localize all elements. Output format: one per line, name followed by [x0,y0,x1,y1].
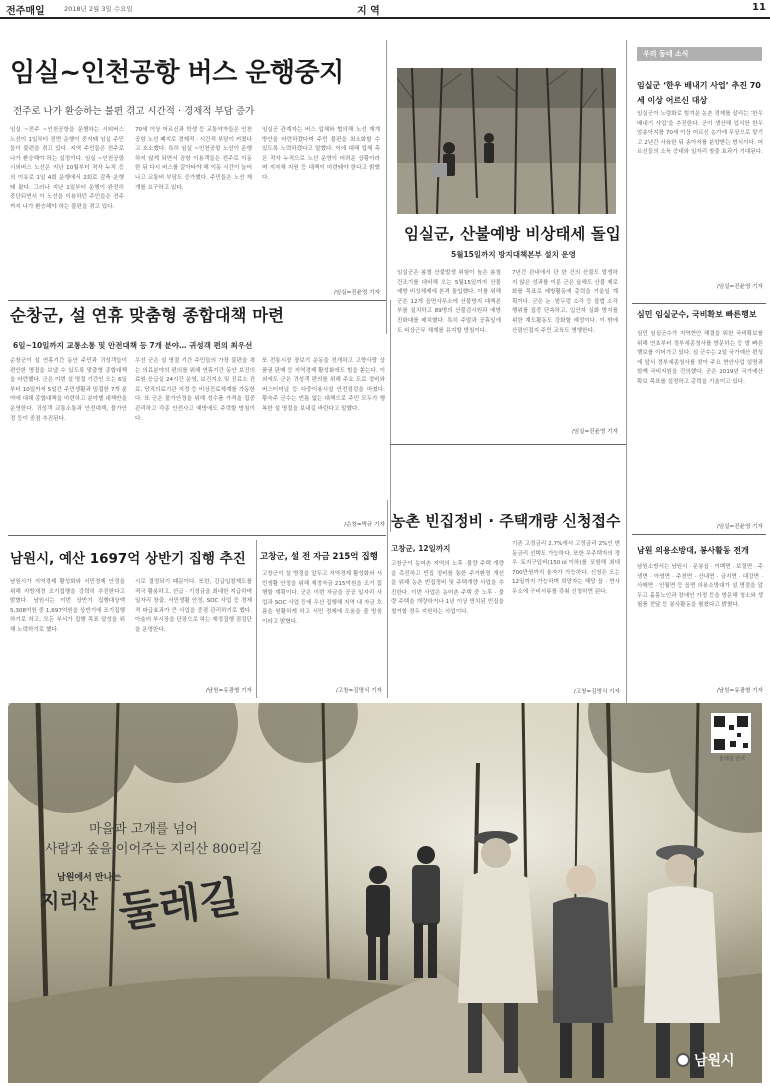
divider [387,500,388,698]
ad-logo-caption: 남원에서 만나는 [57,873,121,883]
divider [256,540,257,698]
brief3-headline: 남원 의용소방대, 봉사활동 전개 [637,546,749,555]
ad-logo-dullegil: 둘레길 [115,871,243,938]
lead-body-col1: 임실 ~전주 ~인천공항을 운행하는 시외버스 노선이 1일부터 전면 운행이 중지돼 임실 주민들이 불편을 겪고 있다. 지역 주민들은 전주로 나가 환승해야 하는 실정이다. 임실 ~인천공항 시외버스 노선은 지난 10월부터 적자 누적 등의 이유로 1일 4회 운행에서 2회로 감축 운행돼 왔다. 그러나 지난 1일부터 운행이 완전히 중단되면서 이 노선을 이용하던 주민들은 전주까지 나가 환승해야 하는 불편을 겪고 있다. [10,127,124,210]
gochang-byline: /고창=김명식 기자 [335,688,382,694]
lead-body-col2: 70세 이상 어르신과 학생 등 교통약자들은 인천공항 노선 폐지로 경제적 · 시간적 부담이 커졌다고 호소했다. 특히 임실 ~인천공항 노선이 운행하지 않게 되면서 공항 이용객들은 전주로 이동한 뒤 다시 버스를 갈아타야 해 이동 시간이 늘어나고 교통비 부담도 증가했다. 주민들은 노선 재개를 요구하고 있다. [135,127,252,191]
gochang-body: 고창군이 설 명절을 앞두고 지역경제 활성화와 서민생활 안정을 위해 재정자금 215억원을 조기 집행할 계획이다. 군은 이번 자금을 공공 일자리 사업과 SOC 사업 등에 우선 집행해 지역 내 자금 흐름을 원활하게 하고 서민 경제에 도움을 줄 방침이라고 밝혔다. [262,571,382,625]
namwon-body-col2: 시로 결정되기 때문이다. 또한, 긴급입찰제도를 적극 활용하고, 선급 · 기성금을 최대한 지급하며 일자리 창출, 서민생활 안정, SOC 사업 등 경제적 파급효과가 큰 사업을 중점 관리하기로 했다. 아울러 부시장을 단장으로 하는 재정집행 점검단을 운영한다. [135,579,252,633]
brief3-byline: /남원=유광형 기자 [716,688,763,694]
lead-headline: 임실~인천공항 버스 운행중지 [10,58,344,88]
namwon-body-col1: 남원시가 지역경제 활성화와 서민경제 안정을 위해 지방재정 조기집행을 강력히 추진한다고 밝혔다. 남원시는 이번 상반기 집행대상액 5,308억원 중 1,697억원을 상반기에 조기집행하기로 하고, 모든 부서가 집행 목표 달성을 위해 노력하기로 했다. [10,579,125,633]
namwon-city-logo [676,1050,735,1070]
fire-subhead: 5월15일까지 방지대책본부 설치 운영 [451,250,576,259]
qr-code-label: 둘레길 안내 [719,756,745,762]
namwon-headline: 남원시, 예산 1697억 상반기 집행 추진 [10,551,246,567]
section-kicker: 우리 동네 소식 [637,47,762,61]
forest-photo [397,68,616,214]
rural-headline: 농촌 빈집정비 · 주택개량 신청접수 [391,512,621,530]
rural-body-col1: 고창군이 농어촌 지역의 노후 ·불량 주택 개량을 촉진하고 빈집 정비를 통한 주거환경 개선을 위해 농촌 빈집정비 및 주택개량 사업을 추진한다. 이번 사업은 농어촌 주택 중 노후 · 불량 주택을 개량하거나 1년 이상 방치된 빈집을 철거할 경우 지원하는 사업이다. [391,561,504,615]
divider [390,444,626,445]
divider [390,300,391,532]
lead-subhead: 전주로 나가 환승하는 불편 겪고 시간적 · 경제적 부담 증가 [13,106,255,117]
sunchang-byline: /순창=박규 기자 [344,522,385,528]
namwon-brand-text: 남원시 [694,1053,735,1069]
divider [386,40,387,334]
gochang-headline: 고창군, 설 전 자금 215억 집행 [260,552,378,562]
header-rule [0,17,770,19]
sunchang-body-col2: 우선 군은 설 명절 기간 주민들의 가장 불편을 겪는 의료분야의 편의를 위해 연휴기간 동안 보건의료원 응급실 24시간 운영, 보건지소 및 진료소 진료, 당직의료기관 지정 등 비상진료체계를 가동한다. 또 군은 물가안정을 위해 성수품 가격을 집중 관리하고 각종 안전사고 예방에도 주력할 방침이다. [135,358,255,422]
sunchang-body-col3: 또 전통시장 장보기 운동을 전개하고 고향사랑 상품권 판매 등 지역경제 활성화에도 힘을 쏟는다. 이외에도 군은 귀성객 편의를 위해 주요 도로 정비와 버스터미널 등 다중이용시설 안전점검을 마쳤다. 황숙주 군수는 빈틈 없는 대책으로 주민 모두가 행복한 설 명절을 보내길 바란다고 말했다. [262,358,385,412]
sunchang-body-col1: 순창군이 설 연휴기간 동안 주민과 귀성객들이 편안한 명절을 보낼 수 있도록 맞춤형 종합대책을 마련했다. 군은 이번 설 명절 기간인 오는 6일부터 10일까지 5일간 주민생활과 밀접한 7개 분야에 대해 종합대책을 마련하고 분야별 대책반을 운영한다. 귀성객 교통소통과 안전대책, 물가안정 등이 중점 추진된다. [10,358,127,422]
brief1-byline: /임실=진윤영 기자 [716,284,763,290]
rural-byline: /고창=김명식 기자 [573,689,620,695]
ad-tagline-2: 사람과 숲을 이어주는 지리산 800리길 [45,842,263,857]
masthead: 전주매일 [6,6,45,17]
ad-tagline-1: 마을과 고개를 넘어 [89,822,198,837]
brief1-body: 임실군이 노령화로 힘겨운 농촌 경제를 살리는 ‘한우 배내기 사업’을 추진한다. 군이 생산해 입식한 한우 암송아지를 70세 이상 어르신 농가에 무상으로 맡기고 2년간 사육한 뒤 송아지를 분양받는 방식이다. 어르신들의 소득 증대와 일자리 창출 효과가 기대된다. [637,111,763,156]
rural-body-col2: 기존 고정금리 2.7%에서 고정금리 2%인 변동금리 선택도 가능하다. 또한 무주택자의 경우 토지구입비(150㎡이하)를 포함해 최대 700만원까지 융자가 가능하다. 신청은 오는 12일까지 가능하며 희망자는 해당 읍 · 면사무소에 구비서류를 갖춰 신청하면 된다. [512,541,620,595]
brief2-byline: /임실=진윤영 기자 [716,524,763,530]
fire-body-col2: 7년간 관내에서 단 한 건의 산불도 발생하지 않은 성과를 이룬 군은 올해도 산불 제로화를 목표로 예방활동에 총력을 기울일 계획이다. 군은 논 ·밭두렁 소각 등 불법 소각행위를 집중 단속하고, 입산자 실화 방지를 위한 계도활동도 강화할 예정이다. 이 밖에 산림인접지 주민 교육도 병행한다. [512,270,618,334]
brief2-headline: 심민 임실군수, 국비확보 빠른행보 [637,310,757,319]
fire-headline: 임실군, 산불예방 비상태세 돌입 [404,225,621,243]
brief1-headline: 임실군 ‘한우 배내기 사업’ 추진 70세 이상 어르신 대상 [637,81,761,105]
namwon-byline: /남원=유광형 기자 [205,688,252,694]
lead-byline: /임실=진윤영 기자 [333,290,380,296]
namwon-emblem-icon [676,1053,690,1067]
sunchang-headline: 순창군, 설 연휴 맞춤형 종합대책 마련 [10,306,285,325]
section-name: 지 역 [357,6,380,17]
divider [8,535,386,536]
rural-subhead: 고창군, 12일까지 [391,544,451,553]
sunchang-subhead: 6일~10일까지 교통소통 및 안전대책 등 7개 분야… 귀성객 편의 최우선 [13,341,253,350]
issue-date: 2018년 2월 3일 수요일 [64,5,133,13]
divider [8,300,386,301]
divider [632,534,766,535]
brief3-body: 남원소방서는 남원시 · 운봉읍 · 이백면 · 보절면 · 주생면 · 아영면 · 주천면 · 산내면 · 금지면 · 대강면 · 사매면 · 인월면 등 읍면 의용소방대가 설 명절을 앞두고 홀몸노인과 장애인 가정 등을 방문해 청소와 생필품 전달 등 봉사활동을 펼쳤다고 밝혔다. [637,564,763,609]
fire-body-col1: 임실군은 봄철 산불발생 위험이 높은 봄철 건조기를 대비해 오는 5월15일까지 산불예방 비상체제에 본격 돌입했다. 이를 위해 군은 12개 읍면사무소에 산불방지 대책본부를 설치하고 89명의 산불감시원과 예방진화대를 배치했다. 특히 주말과 공휴일에도 비상근무 체계를 유지할 방침이다. [397,270,501,334]
fire-byline: /임실=진윤영 기자 [571,429,618,435]
ad-logo-jirisan: 지리산 [40,889,98,913]
divider [632,303,766,304]
brief2-body: 심민 임실군수가 지역현안 해결을 위한 국비확보를 위해 연초부터 정부세종청사를 방문하는 등 발 빠른 행보를 이어가고 있다. 심 군수는 2일 국가예산 편성에 앞서 정부세종청사를 찾아 주요 현안사업 설명과 함께 국비지원을 건의했다. 군은 2019년 국가예산 확보 목표를 설정하고 총력을 기울이고 있다. [637,331,763,385]
lead-body-col3: 임실군 관계자는 버스 업체와 협의해 노선 재개 방안을 마련하겠다며 주민 불편을 최소화할 수 있도록 노력하겠다고 말했다. 이에 대해 업체 측은 적자 누적으로 노선 운영이 어려운 상황이라며 지자체 지원 등 대책이 마련돼야 한다고 밝혔다. [262,127,380,181]
page-number: 11 [752,2,766,13]
